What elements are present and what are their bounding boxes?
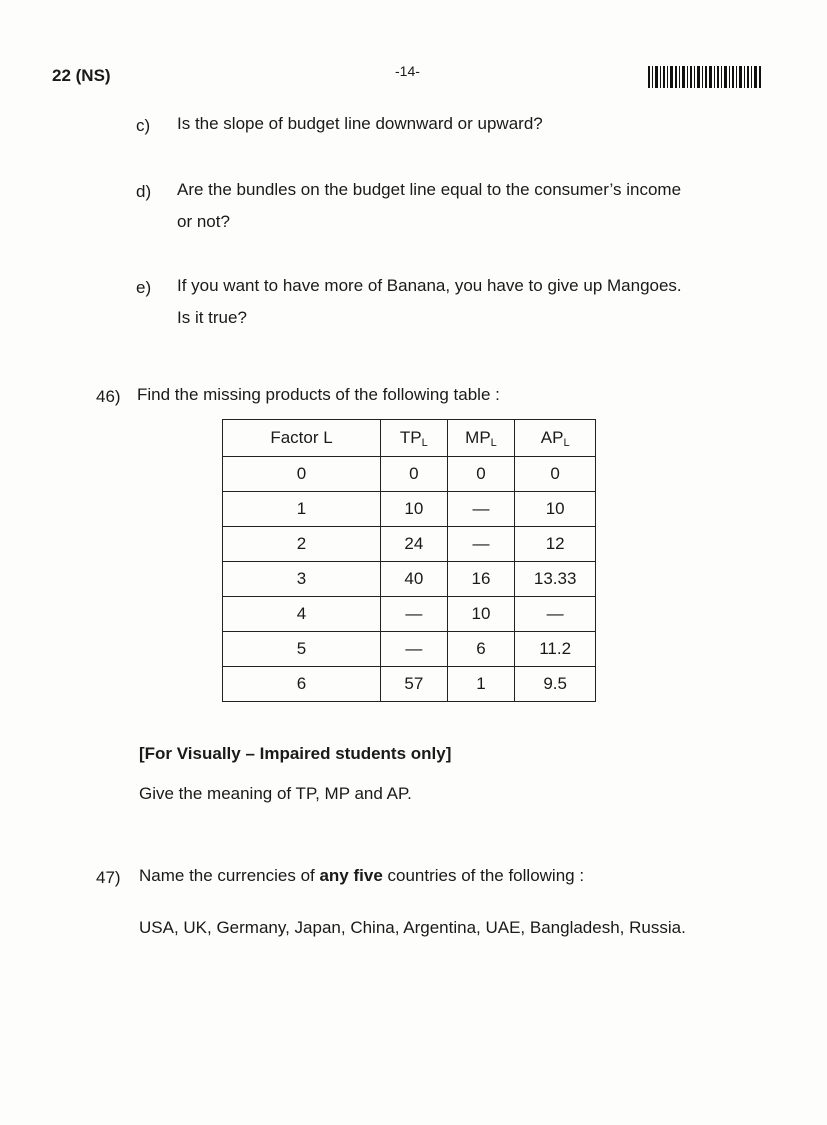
- cell-ap: 9.5: [515, 667, 596, 702]
- cell-mp: —: [447, 527, 515, 562]
- cell-factor: 6: [223, 667, 381, 702]
- question-46-text: Find the missing products of the following table :: [137, 385, 500, 404]
- cell-ap: 0: [515, 457, 596, 492]
- cell-ap: 11.2: [515, 632, 596, 667]
- header-factor: Factor L: [223, 420, 381, 457]
- cell-tp: 0: [381, 457, 448, 492]
- table-header-row: [223, 420, 596, 457]
- cell-factor: 3: [223, 562, 381, 597]
- sub-question-label: c): [136, 116, 151, 135]
- cell-tp: 10: [381, 492, 448, 527]
- cell-tp: 24: [381, 527, 448, 562]
- table-row: [223, 562, 596, 597]
- cell-ap: 12: [515, 527, 596, 562]
- question-47-label: 47): [96, 868, 121, 887]
- countries-list: USA, UK, Germany, Japan, China, Argentina, UAE, Bangladesh, Russia.: [139, 918, 686, 937]
- cell-tp: —: [381, 597, 448, 632]
- cell-mp: 16: [447, 562, 515, 597]
- header-mp: $MP_L$: [447, 420, 515, 457]
- cell-mp: —: [447, 492, 515, 527]
- cell-factor: 0: [223, 457, 381, 492]
- cell-tp: 57: [381, 667, 448, 702]
- cell-mp: 10: [447, 597, 515, 632]
- cell-mp: 0: [447, 457, 515, 492]
- cell-factor: 4: [223, 597, 381, 632]
- table-row: [223, 492, 596, 527]
- sub-question-d-text: Are the bundles on the budget line equal to the consumer’s income or not?: [177, 180, 682, 231]
- question-47-text: Name the currencies of any five countries of the following :: [139, 866, 585, 885]
- table-row: [223, 457, 596, 492]
- cell-mp: 1: [447, 667, 515, 702]
- table-row: [223, 667, 596, 702]
- cell-ap: 13.33: [515, 562, 596, 597]
- cell-ap: 10: [515, 492, 596, 527]
- header-tp: $TP_L$: [381, 420, 448, 457]
- table-row: [223, 527, 596, 562]
- page-number: -14-: [395, 63, 420, 79]
- sub-question-label: d): [136, 182, 152, 201]
- table-row: [223, 597, 596, 632]
- sub-question-c-text: Is the slope of budget line downward or upward?: [177, 114, 543, 133]
- cell-ap: —: [515, 597, 596, 632]
- visually-impaired-text: Give the meaning of TP, MP and AP.: [139, 784, 412, 803]
- question-46-label: 46): [96, 387, 121, 406]
- visually-impaired-heading: [For Visually – Impaired students only]: [139, 744, 452, 763]
- cell-factor: 2: [223, 527, 381, 562]
- cell-factor: 5: [223, 632, 381, 667]
- cell-tp: 40: [381, 562, 448, 597]
- barcode: [648, 66, 762, 88]
- sub-question-e-text: If you want to have more of Banana, you have to give up Mangoes. Is it true?: [177, 276, 682, 327]
- paper-code: 22 (NS): [52, 66, 111, 85]
- table-row: [223, 632, 596, 667]
- header-ap: $AP_L$: [515, 420, 596, 457]
- cell-tp: —: [381, 632, 448, 667]
- sub-question-label: e): [136, 278, 152, 297]
- cell-mp: 6: [447, 632, 515, 667]
- production-table: [222, 419, 596, 702]
- cell-factor: 1: [223, 492, 381, 527]
